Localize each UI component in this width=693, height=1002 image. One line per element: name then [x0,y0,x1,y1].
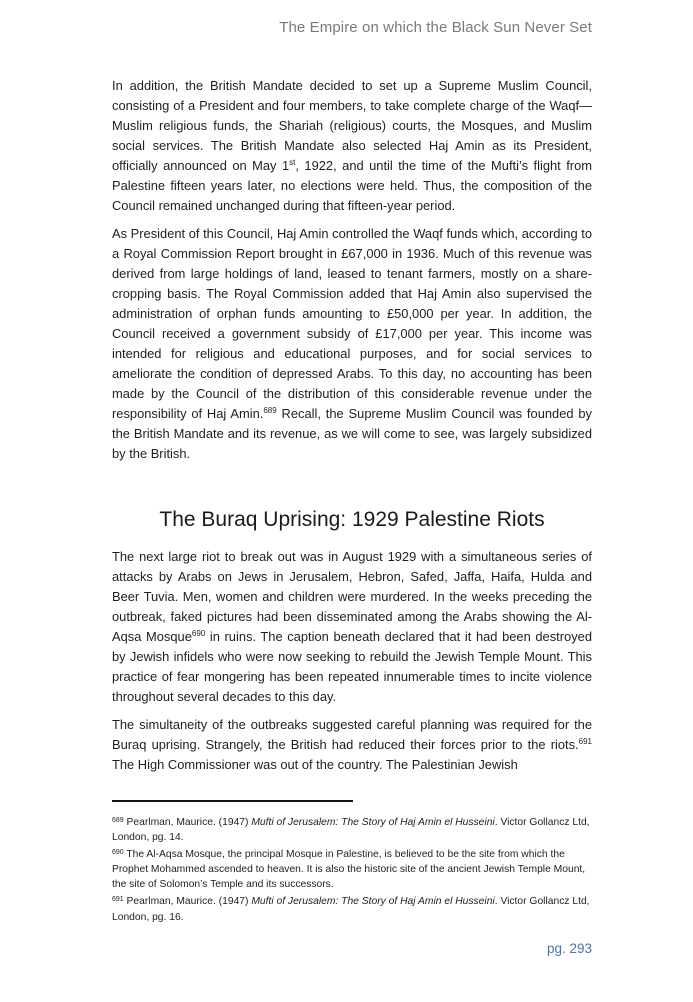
running-header: The Empire on which the Black Sun Never Set [279,19,592,36]
footnote-text: . Victor Gollancz Ltd, London, pg. 14. [112,817,590,844]
footnote-text: . Victor Gollancz Ltd, London, pg. 16. [112,896,590,923]
paragraph-text: As President of this Council, Haj Amin controlled the Waqf funds which, according to a Royal Commission Report brought in £67,000 in 1936. Much of this revenue was derived from large holdings of land, leased to tenant farmers, mostly on a share-cropping basis. The Royal Commission added that Haj Amin also supervised the administration of orphan funds amounting to £50,000 per year. In addition, the Council received a government subsidy of £17,000 per year. This income was intended for religious and educational purposes, and for social services to ameliorate the condition of depressed Arabs. To this day, no accounting has been made by the Council of the distribution of this considerable revenue under the responsibility of Haj Amin. [112,226,592,421]
paragraph-text: The simultaneity of the outbreaks suggested careful planning was required for the Buraq uprising. Strangely, the British had reduced their forces prior to the riots. [112,717,592,752]
footnote-ref-691[interactable]: 691 [578,737,592,746]
paragraph-text: , 1922, and until the time of the Mufti’s flight from Palestine fifteen years later, no elections were held. Thus, the composition of the Council remained unchanged during that fifteen-year period. [112,158,592,213]
paragraph-text: The next large riot to break out was in August 1929 with a simultaneous series of attacks by Arabs on Jews in Jerusalem, Hebron, Safed, Jaffa, Haifa, Hulda and Beer Tuvia. Men, women and children were murdered. In the weeks preceding the outbreak, faked pictures had been disseminated among the Arabs showing the Al-Aqsa Mosque [112,549,592,644]
main-content [112,76,592,783]
footnote-ref-689[interactable]: 689 [263,406,277,415]
footnote-divider [112,800,353,802]
footnote-ref-690[interactable]: 690 [191,629,206,638]
footnote-book-title: Mufti of Jerusalem: The Story of Haj Amin el Husseini [251,817,495,828]
ordinal-superscript: st [289,158,296,167]
footnotes [112,813,592,925]
footnote-text: Pearlman, Maurice. (1947) [123,896,252,908]
page-number: pg. 293 [546,941,592,956]
paragraph [112,547,592,707]
paragraph [112,76,592,216]
footnote [112,813,592,845]
footnote-text: The Al-Aqsa Mosque, the principal Mosque in Palestine, is believed to be the site from which the Prophet Mohammed ascended to heaven. It is also the historic site of the ancient Jewish Temple Mount, the site of Solomon’s Temple and its successors. [112,849,586,891]
paragraph-text: in ruins. The caption beneath declared that it had been destroyed by Jewish infidels who were now seeking to rebuild the Jewish Temple Mount. This practice of fear mongering has been repeated innumerable times to incite violence throughout several decades to this day. [112,629,592,704]
footnote-book-title: Mufti of Jerusalem: The Story of Haj Amin el Husseini [251,896,495,908]
paragraph-text: Recall, the Supreme Muslim Council was founded by the British Mandate and its revenue, as we will come to see, was largely subsidized by the British. [112,406,592,461]
footnote [112,845,592,892]
footnote-text: Pearlman, Maurice. (1947) [123,817,252,828]
footnote [112,892,592,924]
footnote-number: 691 [112,896,124,904]
paragraph [112,715,592,775]
footnote-number: 690 [112,849,124,857]
footnote-number: 689 [112,817,124,824]
paragraph-text: The High Commissioner was out of the country. The Palestinian Jewish [112,757,518,772]
section-title: The Buraq Uprising: 1929 Palestine Riots [159,508,545,531]
paragraph-text: In addition, the British Mandate decided to set up a Supreme Muslim Council, consisting of a President and four members, to take complete charge of the Waqf—Muslim religious funds, the Shariah (religious) courts, the Mosques, and Muslim social services. The British Mandate also selected Haj Amin as its President, officially announced on May 1 [112,78,592,173]
paragraph [112,224,592,464]
